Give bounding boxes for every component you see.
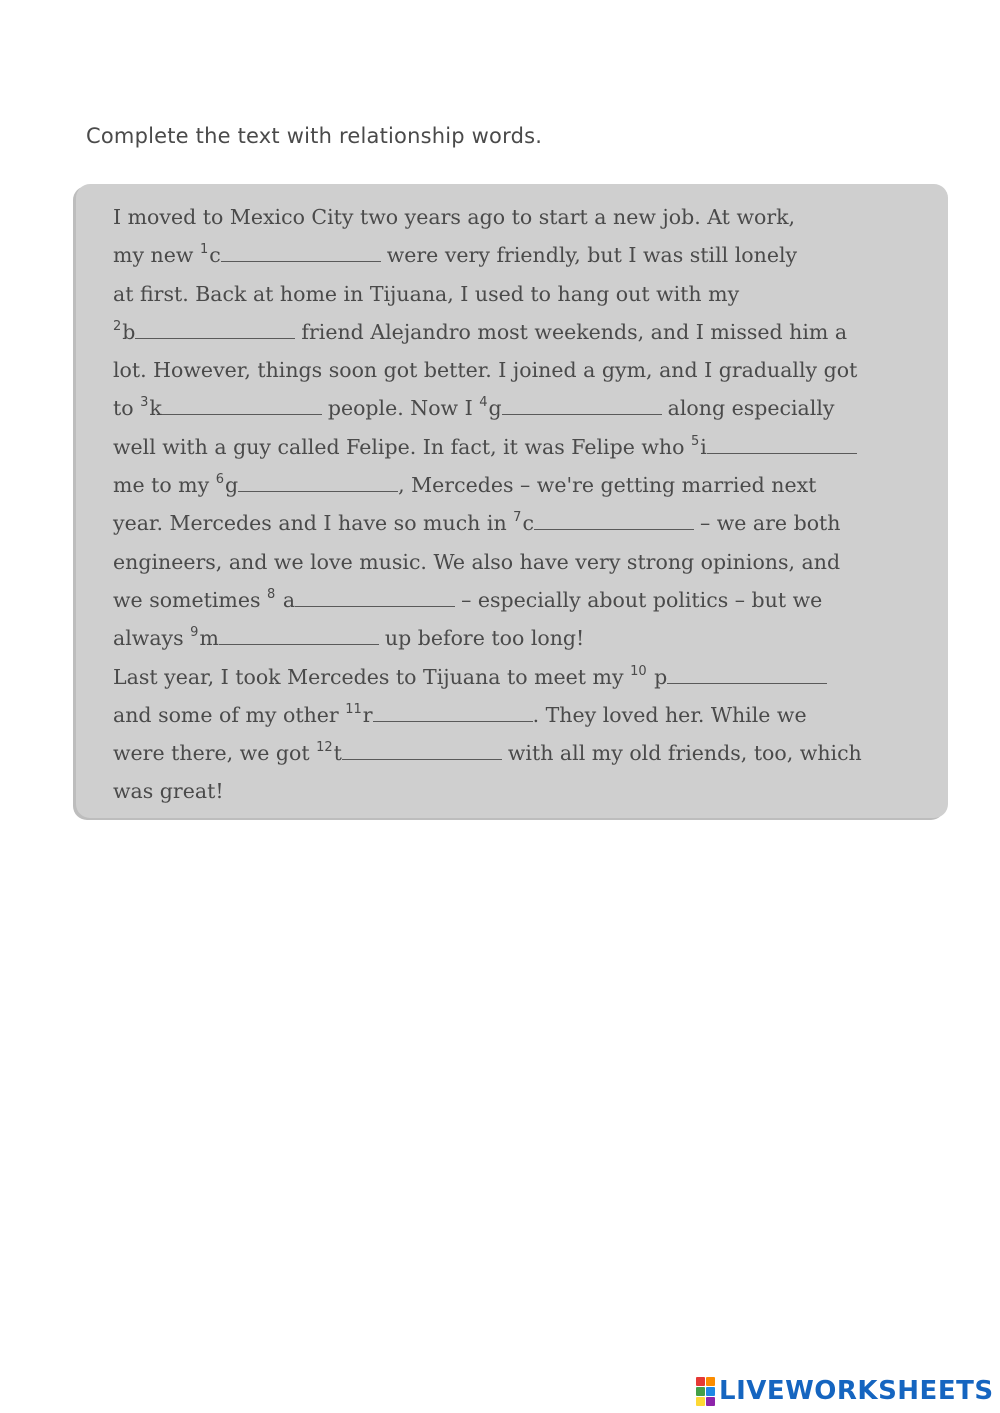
answer-blank-3[interactable]: [162, 394, 322, 415]
passage-line: [113, 696, 933, 734]
passage-text-segment: , Mercedes – we're getting married next: [398, 473, 817, 498]
gap-first-letter: c: [209, 243, 221, 268]
passage-text-segment: I moved to Mexico City two years ago to start a new job. At work,: [113, 205, 796, 229]
answer-blank-8[interactable]: [295, 586, 455, 607]
answer-blank-4[interactable]: [502, 394, 662, 415]
answer-blank-5[interactable]: [707, 433, 857, 454]
logo-square: [706, 1387, 715, 1396]
passage-text-segment: year. Mercedes and I have so much in: [113, 511, 514, 536]
passage-text-segment: was great!: [113, 779, 224, 804]
logo-square: [706, 1397, 715, 1406]
passage-text-segment: Last year, I took Mercedes to Tijuana to meet my: [113, 664, 631, 689]
logo-square: [706, 1377, 715, 1386]
passage-text-segment: me to my: [113, 473, 216, 498]
passage-text-segment: – especially about politics – but we: [461, 587, 823, 612]
passage-line: [113, 504, 933, 542]
answer-blank-9[interactable]: [219, 624, 379, 645]
gap-first-letter: i: [700, 434, 707, 459]
passage-text-segment: up before too long!: [384, 626, 585, 651]
answer-blank-10[interactable]: [667, 663, 827, 684]
answer-blank-2[interactable]: [135, 318, 295, 339]
passage-text-segment: with all my old friends, too, which: [507, 741, 862, 766]
gap-number: 6: [215, 472, 225, 488]
gap-number: 9: [190, 625, 199, 641]
passage-line: [113, 581, 933, 619]
passage-text-segment: well with a guy called Felipe. In fact, it was Felipe who: [113, 434, 691, 459]
passage-text-segment: friend Alejandro most weekends, and I missed him a: [301, 319, 848, 344]
liveworksheets-logo-icon: [696, 1377, 715, 1406]
passage-line: [113, 658, 933, 696]
passage-line: [113, 466, 933, 504]
passage-line: [113, 236, 933, 274]
passage-text-segment: lot. However, things soon got better. I joined a gym, and I gradually got: [113, 358, 858, 383]
liveworksheets-logo[interactable]: [696, 1376, 994, 1406]
gap-first-letter: b: [122, 319, 136, 344]
gap-first-letter: a: [276, 587, 296, 612]
answer-blank-6[interactable]: [238, 471, 398, 492]
gap-number: 2: [113, 318, 122, 334]
passage-line: [113, 198, 933, 236]
instruction-heading: Complete the text with relationship words.: [86, 124, 543, 148]
gap-number: 5: [690, 433, 700, 449]
passage-text: [113, 198, 933, 811]
passage-text-segment: my new: [113, 243, 200, 268]
passage-line: [113, 428, 933, 466]
gap-number: 3: [140, 395, 149, 411]
logo-square: [696, 1387, 705, 1396]
passage-line: [113, 313, 933, 351]
answer-blank-7[interactable]: [534, 509, 694, 530]
gap-number: 8: [267, 586, 276, 602]
gap-number: 4: [479, 395, 488, 411]
passage-line: [113, 351, 933, 389]
passage-text-segment: we sometimes: [113, 587, 268, 612]
passage-line: [113, 389, 933, 427]
passage-line: [113, 734, 933, 772]
gap-first-letter: m: [199, 626, 219, 651]
gap-first-letter: t: [333, 741, 342, 766]
passage-text-segment: at first. Back at home in Tijuana, I used to hang out with my: [113, 281, 740, 306]
passage-line: [113, 619, 933, 657]
passage-line: [113, 772, 933, 810]
passage-text-segment: along especially: [667, 396, 835, 421]
passage-line: [113, 543, 933, 581]
gap-number: 12: [316, 740, 333, 756]
gap-number: 10: [630, 663, 647, 679]
gap-first-letter: r: [362, 702, 373, 727]
liveworksheets-logo-text: LIVEWORKSHEETS: [719, 1376, 994, 1406]
passage-text-segment: always: [113, 626, 191, 651]
logo-square: [696, 1377, 705, 1386]
gap-number: 11: [345, 701, 362, 717]
answer-blank-1[interactable]: [221, 241, 381, 262]
answer-blank-11[interactable]: [373, 701, 533, 722]
passage-text-segment: to: [113, 396, 141, 421]
passage-text-segment: . They loved her. While we: [532, 702, 807, 727]
gap-first-letter: g: [225, 473, 239, 498]
gap-first-letter: k: [149, 396, 162, 421]
passage-text-segment: engineers, and we love music. We also have very strong opinions, and: [113, 549, 841, 574]
answer-blank-12[interactable]: [342, 739, 502, 760]
gap-first-letter: g: [488, 396, 502, 421]
passage-text-segment: and some of my other: [113, 702, 346, 727]
passage-text-segment: were there, we got: [113, 741, 317, 766]
passage-text-segment: – we are both: [699, 511, 841, 536]
logo-square: [696, 1397, 705, 1406]
gap-number: 7: [513, 510, 522, 526]
passage-line: [113, 275, 933, 313]
gap-first-letter: p: [647, 664, 668, 689]
passage-text-segment: were very friendly, but I was still lonely: [386, 243, 798, 268]
gap-first-letter: c: [522, 511, 534, 536]
passage-text-segment: people. Now I: [327, 396, 480, 421]
gap-number: 1: [199, 242, 209, 258]
